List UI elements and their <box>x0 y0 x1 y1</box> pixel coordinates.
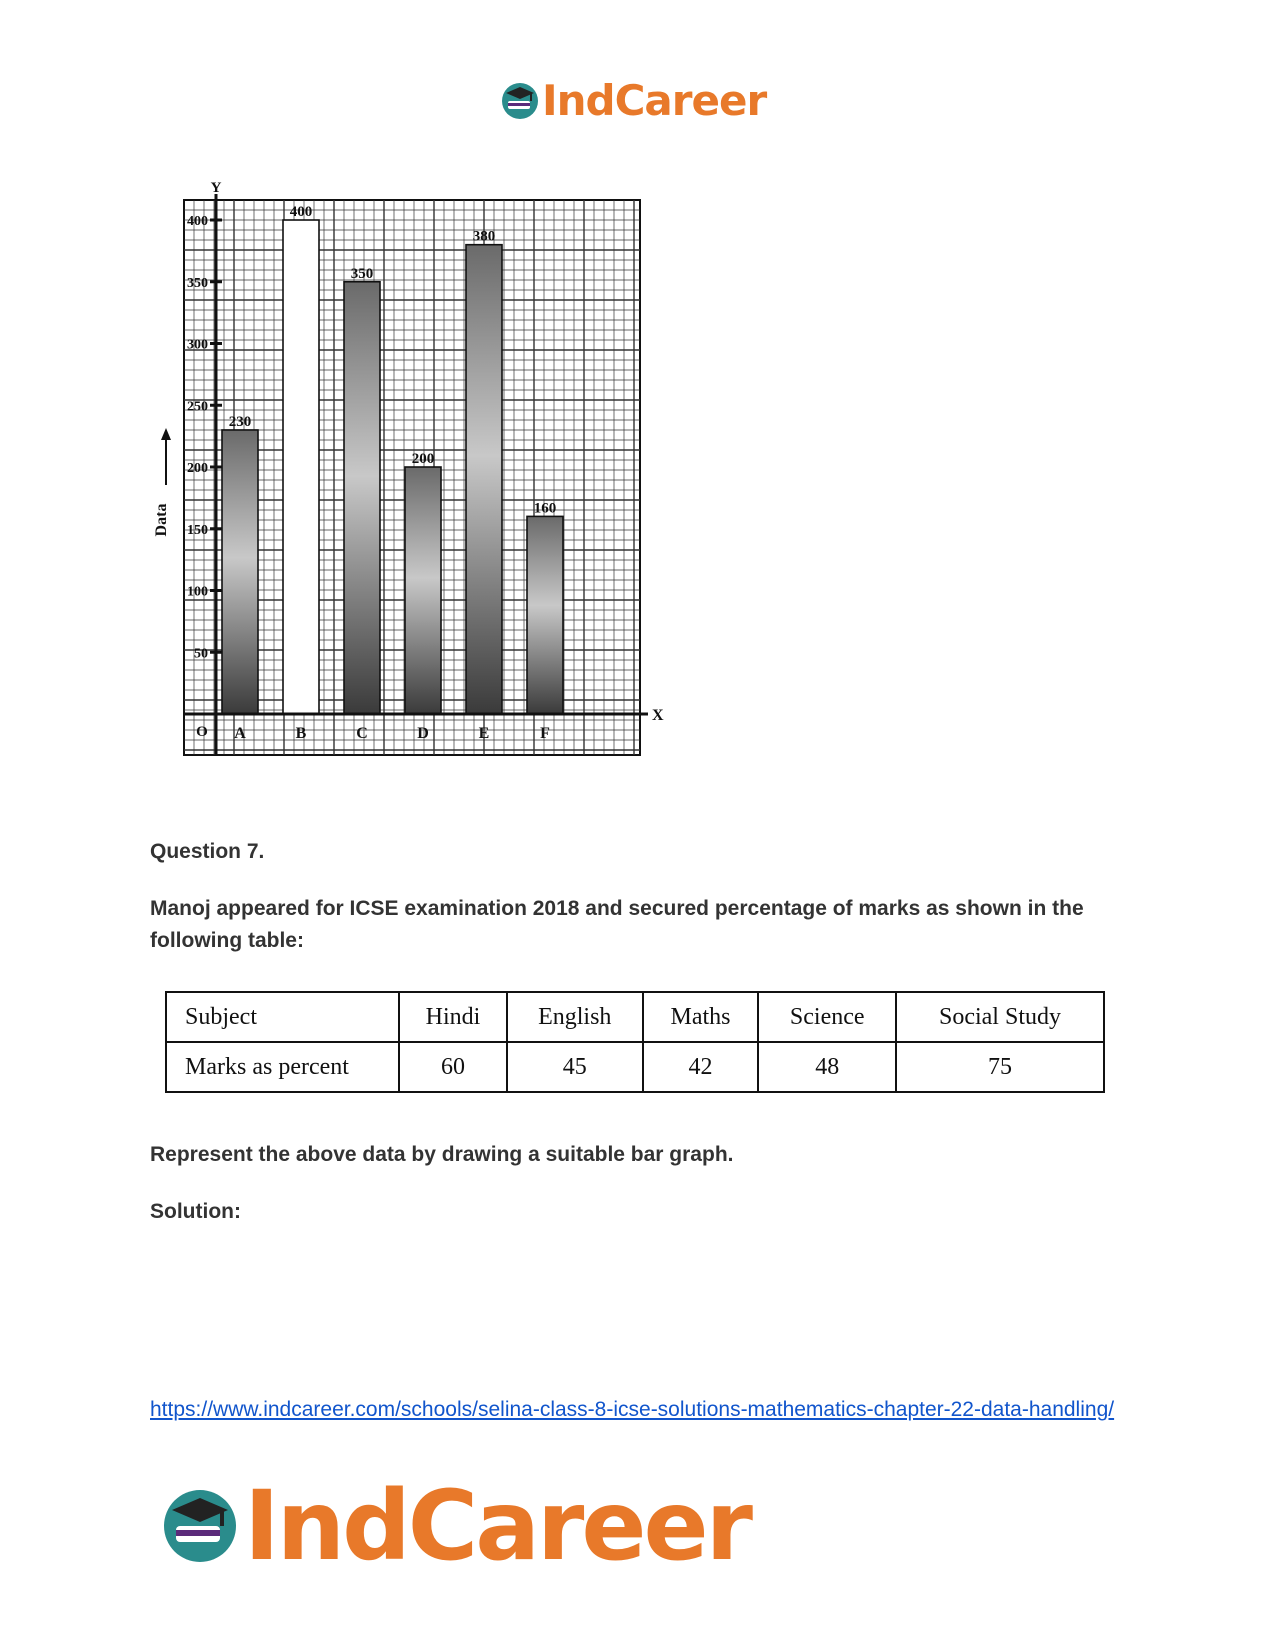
graduation-cap-book-icon <box>160 1486 240 1566</box>
table-mark-cell: 48 <box>758 1042 896 1092</box>
question-text: Manoj appeared for ICSE examination 2018 and secured percentage of marks as shown in the following table: <box>150 897 1084 952</box>
origin-label: O <box>196 724 208 740</box>
y-tick-label: 100 <box>187 584 208 600</box>
bar <box>527 516 563 714</box>
graduation-cap-book-icon <box>500 81 540 121</box>
bar <box>466 245 502 714</box>
table-mark-cell: 75 <box>896 1042 1104 1092</box>
y-tick-label: 50 <box>194 646 208 662</box>
bar-chart <box>150 180 710 800</box>
bar-value-label: 200 <box>411 451 435 467</box>
table-subject-cell: Maths <box>643 992 759 1042</box>
x-tick-label: D <box>417 725 429 742</box>
x-axis-name: X <box>652 707 664 724</box>
source-link[interactable]: https://www.indcareer.com/schools/selina-class-8-icse-solutions-mathematics-chapter-22-data-handling/ <box>150 1398 1115 1421</box>
bar-value-label: 380 <box>472 228 496 245</box>
x-tick-label: C <box>356 725 368 742</box>
marks-table <box>165 991 1105 1093</box>
logo-text: IndCareer <box>542 76 767 125</box>
solution-label: Solution: <box>150 1200 241 1223</box>
bar-value-label: 400 <box>289 204 313 220</box>
y-tick-label: 350 <box>187 275 208 291</box>
bar <box>405 467 441 714</box>
x-tick-label: E <box>478 725 490 742</box>
y-tick-label: 400 <box>187 214 208 229</box>
y-tick-label: 150 <box>187 522 208 538</box>
table-mark-cell: 42 <box>643 1042 759 1092</box>
table-subject-cell: Social Study <box>896 992 1104 1042</box>
header-logo <box>500 76 766 125</box>
y-tick-label: 250 <box>187 399 208 415</box>
bar-value-label: 350 <box>350 265 374 282</box>
y-tick-label: 200 <box>187 461 208 476</box>
y-axis-label: Data <box>153 503 170 537</box>
y-tick-label: 300 <box>187 337 208 353</box>
table-header-label: Subject <box>166 992 399 1042</box>
footer-logo <box>160 1470 750 1582</box>
bar <box>344 282 380 714</box>
table-subject-cell: Science <box>758 992 896 1042</box>
table-subject-cell: English <box>507 992 643 1042</box>
question-label: Question 7. <box>150 840 265 863</box>
bar <box>283 220 319 714</box>
question-instruction: Represent the above data by drawing a suitable bar graph. <box>150 1143 734 1166</box>
logo-text: IndCareer <box>244 1470 750 1582</box>
table-header-row <box>166 992 1104 1042</box>
y-axis-name: Y <box>210 180 222 196</box>
table-marks-row <box>166 1042 1104 1092</box>
table-row-label: Marks as percent <box>166 1042 399 1092</box>
x-tick-label: F <box>540 725 550 742</box>
bar-value-label: 230 <box>228 413 252 430</box>
table-mark-cell: 60 <box>399 1042 507 1092</box>
bar-value-label: 160 <box>533 500 557 517</box>
table-subject-cell: Hindi <box>399 992 507 1042</box>
table-mark-cell: 45 <box>507 1042 643 1092</box>
y-axis-label-arrowhead <box>161 428 171 440</box>
x-tick-label: B <box>295 725 307 742</box>
x-tick-label: A <box>234 725 246 742</box>
bar <box>222 430 258 714</box>
